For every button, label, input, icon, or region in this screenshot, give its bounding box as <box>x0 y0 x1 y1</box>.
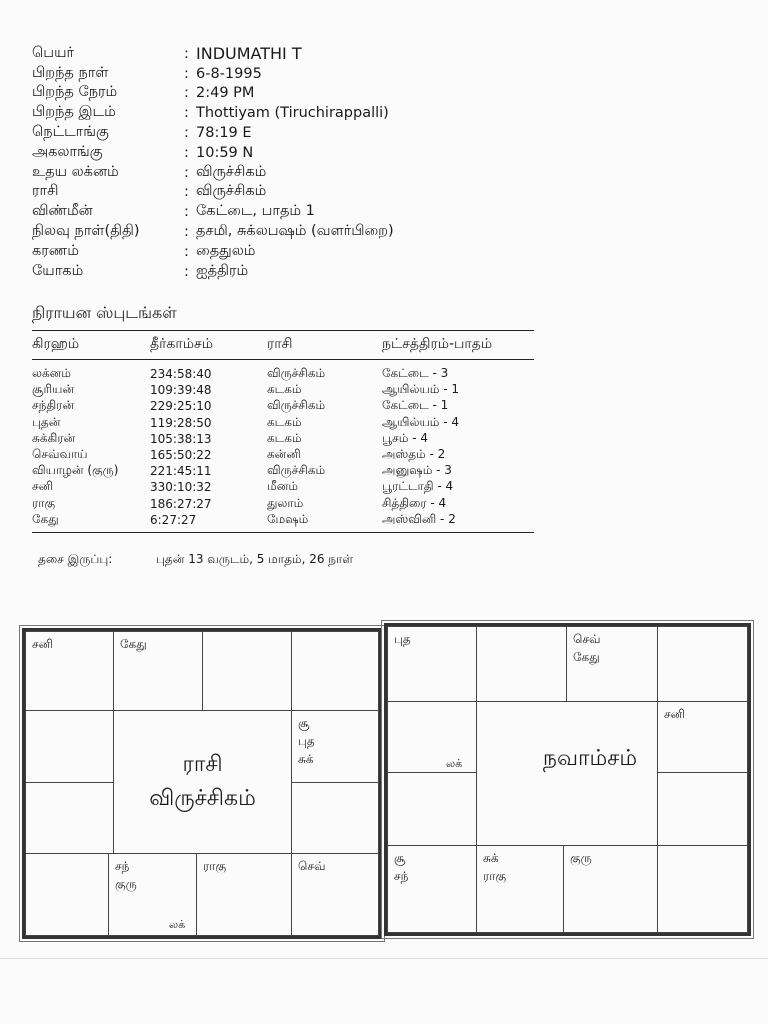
rasi-house-7 <box>291 853 379 936</box>
dasa-label: தசை இருப்பு: <box>38 552 113 566</box>
cell-planet: ராகு <box>32 495 56 510</box>
cell-planet: கேது <box>32 511 59 526</box>
detail-label: அகலாங்கு <box>32 143 103 160</box>
cell-planet: புதன் <box>32 414 61 429</box>
table-row <box>32 415 534 431</box>
cell-star: கேட்டை - 1 <box>382 398 449 413</box>
header-planet: கிரஹம் <box>32 336 80 352</box>
cell-rasi: விருச்சிகம் <box>267 398 326 413</box>
cell-rasi: துலாம் <box>267 495 304 510</box>
cell-longitude: 229:25:10 <box>150 399 212 414</box>
navamsa-center <box>446 701 658 846</box>
table-row <box>32 512 534 528</box>
detail-label: நெட்டாங்கு <box>32 124 109 141</box>
cell-longitude: 186:27:27 <box>150 496 212 511</box>
rasi-house-9 <box>108 853 197 936</box>
table-row <box>32 382 534 398</box>
detail-value: தைதுலம் <box>196 242 256 259</box>
planet-label: சூ <box>298 716 310 730</box>
rasi-house-11 <box>25 782 114 854</box>
table-row <box>32 447 534 463</box>
cell-longitude: 105:38:13 <box>150 431 212 446</box>
detail-value: தசமி, சுக்லபஷம் (வளர்பிறை) <box>196 223 394 240</box>
rasi-house-8 <box>196 853 292 936</box>
detail-colon: : <box>184 204 189 221</box>
cell-longitude: 221:45:11 <box>150 464 212 479</box>
navamsa-house-3 <box>566 626 658 702</box>
navamsa-house-9 <box>476 845 564 933</box>
dasa-balance <box>38 552 353 568</box>
planet-label: சனி <box>32 637 53 651</box>
planet-label: சனி <box>664 707 685 721</box>
cell-star: அனுஷம் - 3 <box>382 463 452 478</box>
detail-row-name <box>32 44 394 64</box>
detail-value: விருச்சிகம் <box>196 163 267 180</box>
detail-row-lagna <box>32 163 394 183</box>
detail-colon: : <box>184 45 189 62</box>
rasi-house-1 <box>25 631 114 711</box>
navamsa-chart-title: நவாம்சம் <box>542 745 638 771</box>
detail-colon: : <box>184 243 189 260</box>
rasi-house-12 <box>25 710 114 783</box>
cell-star: ஆயில்யம் - 1 <box>382 382 459 397</box>
detail-row-birth-date <box>32 64 394 84</box>
detail-label: நிலவு நாள்(திதி) <box>32 223 140 240</box>
planet-label: குரு <box>115 877 137 891</box>
detail-label: விண்மீன் <box>32 203 93 220</box>
navamsa-house-4 <box>657 626 748 702</box>
planet-label: சூ <box>394 851 406 865</box>
detail-colon: : <box>184 164 189 181</box>
cell-longitude: 119:28:50 <box>150 415 212 430</box>
cell-star: ஆயில்யம் - 4 <box>382 414 459 429</box>
header-rasi: ராசி <box>267 336 293 352</box>
cell-longitude: 109:39:48 <box>150 383 212 398</box>
cell-planet: சூரியன் <box>32 382 75 397</box>
detail-row-latitude <box>32 143 394 163</box>
table-header-row <box>32 331 534 359</box>
planet-label: செவ் <box>298 859 326 873</box>
detail-value: 78:19 E <box>196 125 252 142</box>
cell-planet: சனி <box>32 479 53 494</box>
rasi-house-4 <box>291 631 379 711</box>
cell-rasi: கடகம் <box>267 430 302 445</box>
table-row <box>32 431 534 447</box>
cell-planet: சந்திரன் <box>32 398 75 413</box>
detail-label: கரணம் <box>32 242 79 259</box>
planet-label: புத <box>298 734 315 748</box>
table-body <box>32 360 534 532</box>
dasa-value: புதன் 13 வருடம், 5 மாதம், 26 நாள் <box>156 552 354 566</box>
navamsa-chart <box>384 623 751 936</box>
detail-colon: : <box>184 65 189 82</box>
lagna-marker: லக் <box>169 918 186 931</box>
rasi-house-2 <box>113 631 203 711</box>
cell-planet: சுக்கிரன் <box>32 430 76 445</box>
detail-row-birth-place <box>32 103 394 123</box>
navamsa-house-11 <box>387 772 477 846</box>
detail-row-thithi <box>32 222 394 242</box>
lagna-marker: லக் <box>446 757 463 770</box>
detail-colon: : <box>184 105 189 122</box>
cell-star: பூசம் - 4 <box>382 430 429 445</box>
planet-label: சுக் <box>483 851 499 865</box>
cell-rasi: கன்னி <box>267 447 301 462</box>
rasi-house-6 <box>291 782 379 854</box>
detail-value: ஐத்திரம் <box>196 262 249 279</box>
cell-longitude: 165:50:22 <box>150 448 212 463</box>
navamsa-house-12 <box>387 701 477 773</box>
positions-title: நிராயன ஸ்புடங்கள் <box>32 303 177 322</box>
detail-row-birth-time <box>32 84 394 104</box>
detail-row-star <box>32 202 394 222</box>
navamsa-house-1 <box>387 626 477 702</box>
birth-details <box>32 44 394 282</box>
cell-rasi: கடகம் <box>267 414 302 429</box>
detail-colon: : <box>184 125 189 142</box>
detail-row-karanam <box>32 242 394 262</box>
detail-row-yogam <box>32 262 394 282</box>
navamsa-house-2 <box>476 626 567 702</box>
navamsa-house-7 <box>657 845 748 933</box>
cell-longitude: 234:58:40 <box>150 367 212 382</box>
navamsa-house-10 <box>387 845 477 933</box>
cell-star: சித்திரை - 4 <box>382 495 447 510</box>
rasi-house-3 <box>202 631 292 711</box>
cell-rasi: கடகம் <box>267 382 302 397</box>
rasi-chart-title: ராசி <box>182 752 223 777</box>
detail-label: பிறந்த நேரம் <box>32 84 118 101</box>
planet-label: சுக் <box>298 752 314 766</box>
header-longitude: தீர்காம்சம் <box>150 336 213 352</box>
table-row <box>32 496 534 512</box>
detail-value: INDUMATHI T <box>196 44 302 64</box>
detail-colon: : <box>184 144 189 161</box>
table-row <box>32 398 534 414</box>
detail-label: ராசி <box>32 183 59 200</box>
navamsa-house-5 <box>657 701 748 773</box>
detail-value: Thottiyam (Tiruchirappalli) <box>196 105 389 122</box>
planet-label: புத <box>394 632 411 646</box>
cell-planet: வியாழன் (குரு) <box>32 463 119 478</box>
cell-star: அஸ்வினி - 2 <box>382 511 456 526</box>
detail-label: பிறந்த நாள் <box>32 64 109 81</box>
detail-colon: : <box>184 184 189 201</box>
planet-label: ராகு <box>483 869 507 883</box>
cell-longitude: 330:10:32 <box>150 480 212 495</box>
cell-planet: செவ்வாய் <box>32 447 88 462</box>
table-row <box>32 463 534 479</box>
detail-label: யோகம் <box>32 262 84 279</box>
cell-planet: லக்னம் <box>32 366 71 381</box>
rasi-center <box>113 710 292 854</box>
detail-value: 10:59 N <box>196 144 254 161</box>
table-bottom-rule <box>32 532 534 533</box>
table-row <box>32 479 534 495</box>
cell-rasi: விருச்சிகம் <box>267 366 326 381</box>
cell-rasi: விருச்சிகம் <box>267 463 326 478</box>
table-row <box>32 366 534 382</box>
planet-label: கேது <box>573 650 600 664</box>
cell-rasi: மீனம் <box>267 479 298 494</box>
rasi-chart <box>22 628 382 939</box>
planet-label: சந் <box>394 869 409 883</box>
navamsa-house-8 <box>563 845 658 933</box>
page-bottom-rule <box>0 958 768 959</box>
rasi-house-10 <box>25 853 109 936</box>
cell-star: கேட்டை - 3 <box>382 366 449 381</box>
detail-colon: : <box>184 263 189 280</box>
cell-star: பூரட்டாதி - 4 <box>382 479 454 494</box>
rasi-house-5 <box>291 710 379 783</box>
planet-label: ராகு <box>203 859 227 873</box>
cell-star: அஸ்தம் - 2 <box>382 447 446 462</box>
positions-table <box>32 330 534 533</box>
detail-label: பெயர் <box>32 44 75 61</box>
navamsa-house-6 <box>657 772 748 846</box>
planet-label: சந் <box>115 859 130 873</box>
detail-label: பிறந்த இடம் <box>32 104 116 121</box>
cell-rasi: மேஷம் <box>267 511 309 526</box>
detail-value: விருச்சிகம் <box>196 183 267 200</box>
header-star: நட்சத்திரம்-பாதம் <box>382 336 493 352</box>
planet-label: செவ் <box>573 632 601 646</box>
detail-value: 2:49 PM <box>196 85 255 102</box>
cell-longitude: 6:27:27 <box>150 512 197 527</box>
detail-colon: : <box>184 224 189 241</box>
rasi-chart-subtitle: விருச்சிகம் <box>149 786 256 811</box>
detail-value: கேட்டை, பாதம் 1 <box>196 203 315 220</box>
detail-value: 6-8-1995 <box>196 65 262 82</box>
detail-label: உதய லக்னம் <box>32 163 119 180</box>
planet-label: குரு <box>570 851 592 865</box>
detail-row-longitude <box>32 123 394 143</box>
detail-row-rasi <box>32 183 394 203</box>
planet-label: கேது <box>120 637 147 651</box>
detail-colon: : <box>184 85 189 102</box>
